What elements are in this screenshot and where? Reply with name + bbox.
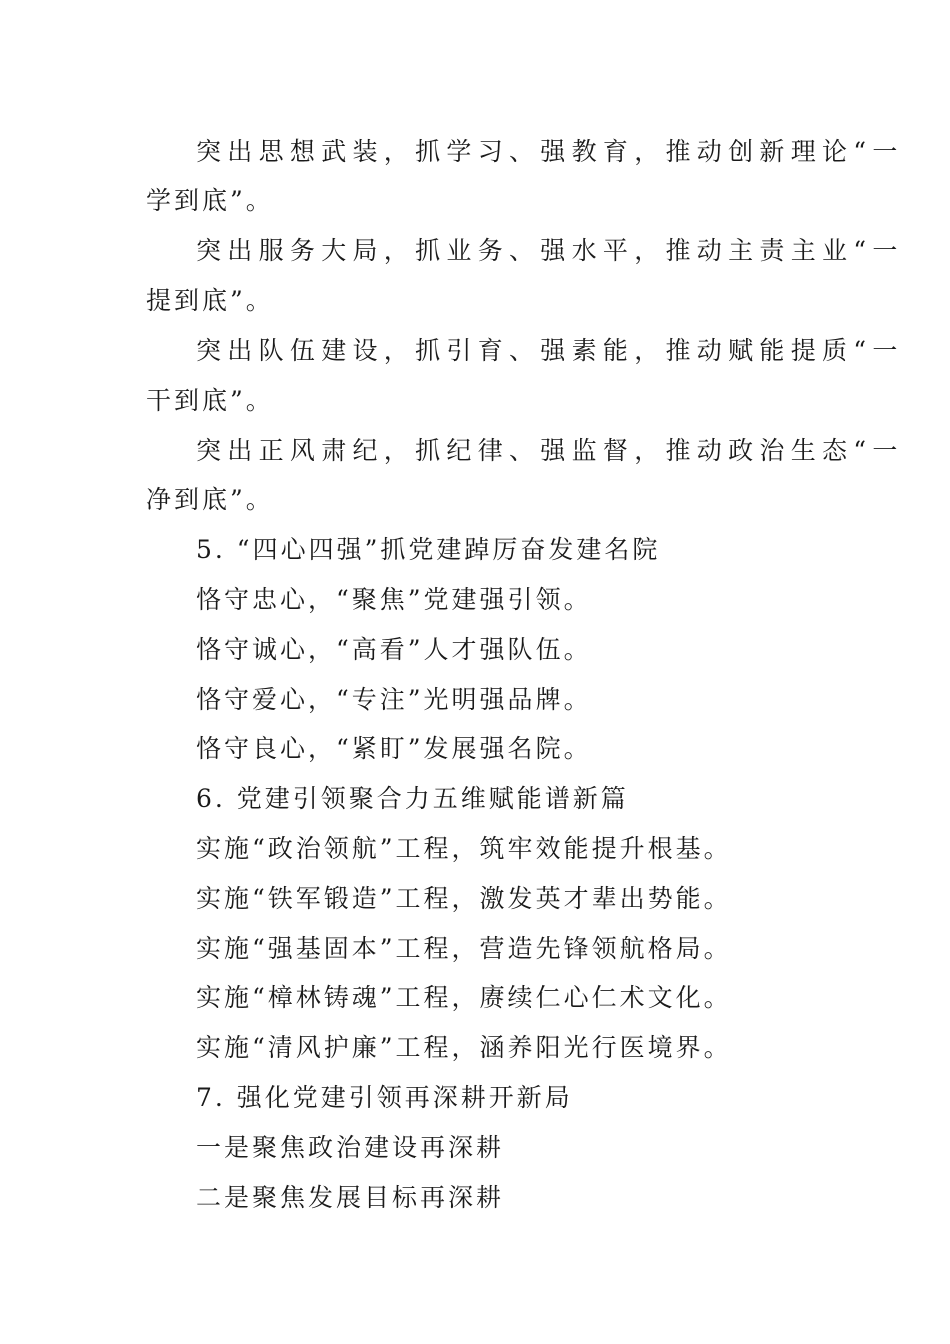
paragraph-line: 干到底”。 (146, 386, 274, 415)
paragraph-line: 恪守诚心，“高看”人才强队伍。 (196, 635, 592, 664)
paragraph-line: 实施“政治领航”工程，筑牢效能提升根基。 (196, 834, 732, 863)
section-heading: 5. “四心四强”抓党建踔厉奋发建名院 (196, 535, 661, 564)
paragraph-line: 突出队伍建设，抓引育、强素能，推动赋能提质“一 (196, 336, 904, 365)
paragraph-line: 恪守爱心，“专注”光明强品牌。 (196, 685, 592, 714)
paragraph-line: 恪守忠心，“聚焦”党建强引领。 (196, 585, 592, 614)
paragraph-line: 一是聚焦政治建设再深耕 (196, 1133, 505, 1162)
paragraph-line: 实施“强基固本”工程，营造先锋领航格局。 (196, 934, 732, 963)
paragraph-line: 恪守良心，“紧盯”发展强名院。 (196, 734, 592, 763)
paragraph-line: 提到底”。 (146, 286, 274, 315)
section-heading: 7. 强化党建引领再深耕开新局 (196, 1083, 573, 1112)
paragraph-line: 二是聚焦发展目标再深耕 (196, 1183, 505, 1212)
paragraph-line: 突出服务大局，抓业务、强水平，推动主责主业“一 (196, 236, 904, 265)
paragraph-line: 突出思想武装，抓学习、强教育，推动创新理论“一 (196, 137, 904, 166)
paragraph-line: 实施“清风护廉”工程，涵养阳光行医境界。 (196, 1033, 732, 1062)
paragraph-line: 实施“铁军锻造”工程，激发英才辈出势能。 (196, 884, 732, 913)
paragraph-line: 突出正风肃纪，抓纪律、强监督，推动政治生态“一 (196, 436, 904, 465)
paragraph-line: 净到底”。 (146, 485, 274, 514)
section-heading: 6. 党建引领聚合力五维赋能谱新篇 (196, 784, 629, 813)
paragraph-line: 实施“樟林铸魂”工程，赓续仁心仁术文化。 (196, 983, 732, 1012)
paragraph-line: 学到底”。 (146, 186, 274, 215)
